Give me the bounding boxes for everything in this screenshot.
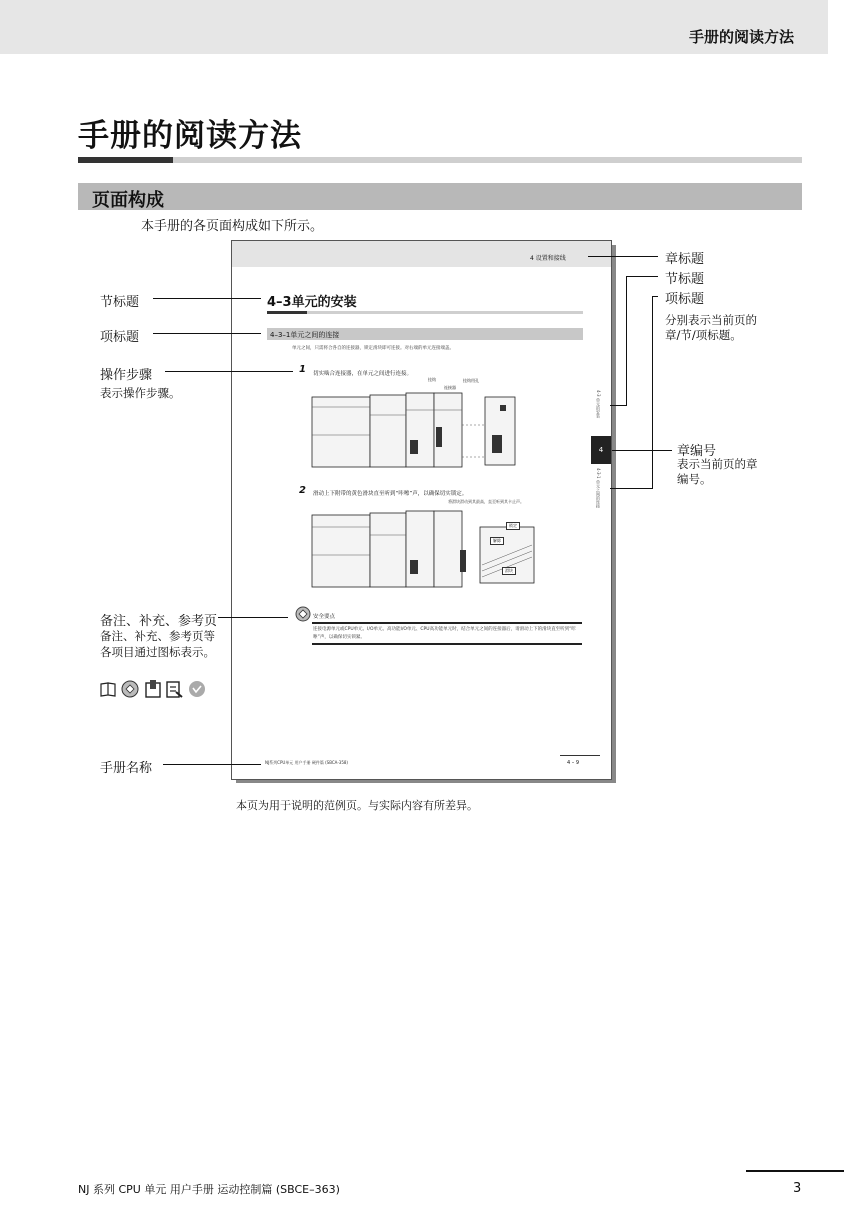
sample-item-title: 4–3–1单元之间的连接 xyxy=(270,331,340,339)
sample-section-title: 4–3单元的安装 xyxy=(267,295,357,310)
sample-note-title: 安全要点 xyxy=(313,614,336,620)
section-title: 页面构成 xyxy=(92,190,164,211)
label-chapter-number-desc-1: 表示当前页的章 xyxy=(677,457,758,471)
intro-text: 本手册的各页面构成如下所示。 xyxy=(141,219,324,234)
sample-vertical-item-label: 4-3-1 单元之间的连接 xyxy=(596,468,601,508)
precautions-icon xyxy=(122,681,138,697)
running-header-title: 手册的阅读方法 xyxy=(688,28,794,46)
additional-info-icon xyxy=(146,680,160,697)
sample-callout-connector: 连接器 xyxy=(444,385,456,390)
sample-step-2-text: 滑动上下附带的黄色滑块直至听到“咔嚓”声，以确保切实锁定。 xyxy=(313,491,468,497)
leader-chapter-number xyxy=(612,450,672,451)
sample-hardware-illustration-1 xyxy=(310,385,520,470)
page-title: 手册的阅读方法 xyxy=(78,118,302,154)
sample-note-text: 连接电源单元或CPU单元、I/O单元、高功能I/O单元、CPU高功能单元时，结合单元之间的连接器后，请滑动上下的滑块直至听到“咔嚓”声，以确保切实锁紧。 xyxy=(313,627,576,640)
label-procedure: 操作步骤 xyxy=(100,368,153,383)
label-chapter-title: 章标题 xyxy=(665,252,705,267)
sample-chapter-title: 4 设置和接线 xyxy=(530,255,566,262)
reference-page-icon xyxy=(167,682,182,697)
sample-callout-slider: 滑块 xyxy=(502,567,516,575)
sample-step-1-number: 1 xyxy=(299,364,306,375)
title-rule xyxy=(173,157,802,163)
label-item-title: 项标题 xyxy=(100,330,140,345)
leader-section-title-right-h xyxy=(626,276,658,277)
sample-section-rule-accent xyxy=(267,311,307,314)
leader-item-title-right-v xyxy=(652,296,653,488)
sample-callout-release: 解除 xyxy=(490,537,504,545)
leader-item-title xyxy=(153,333,261,334)
sample-callout-lock: 锁定 xyxy=(506,522,520,530)
sample-vertical-section-label: 4-3 单元的安装 xyxy=(596,390,601,418)
section-band xyxy=(78,183,802,210)
sample-step-2-subtext: 将滑块滑动到其最高，直至听到其卡止声。 xyxy=(448,499,524,504)
sample-callout-hook-hole: 挂钩用孔 xyxy=(463,378,479,383)
sample-step-2-number: 2 xyxy=(299,485,306,496)
sample-caption: 本页为用于说明的范例页。与实际内容有所差异。 xyxy=(236,799,478,812)
sample-footer-page: 4 – 9 xyxy=(567,760,580,766)
footer-manual-name: NJ 系列 CPU 单元 用户手册 运动控制篇 (SBCE–363) xyxy=(78,1183,340,1196)
label-procedure-desc: 表示操作步骤。 xyxy=(100,386,181,400)
label-manual-name: 手册名称 xyxy=(100,761,153,776)
version-info-icon xyxy=(189,681,205,697)
leader-chapter-title xyxy=(588,256,658,257)
book-reference-icon xyxy=(101,683,115,696)
title-rule-accent xyxy=(78,157,173,163)
footer-rule xyxy=(746,1170,844,1172)
sample-step-1-text: 切实啮合连接器，在单元之间进行连接。 xyxy=(313,371,413,377)
leader-item-title-right-end xyxy=(610,488,653,489)
sample-footer-rule xyxy=(560,755,600,756)
footer-page-number: 3 xyxy=(793,1181,802,1196)
leader-section-title xyxy=(153,298,261,299)
label-notes-desc-2: 各项目通过图标表示。 xyxy=(100,645,215,659)
sample-hardware-illustration-2 xyxy=(310,505,540,590)
sample-footer-manual: NJ系列CPU单元 用户手册 硬件篇 (SBCA-358) xyxy=(265,760,348,765)
label-section-title-right: 节标题 xyxy=(665,272,705,287)
sample-section-rule xyxy=(307,311,583,314)
label-right-desc-1: 分别表示当前页的 xyxy=(665,313,757,327)
label-notes: 备注、补充、参考页 xyxy=(100,614,218,629)
sample-paragraph: 单元之间，只需将合各自的连接器，锁定滑块即可连接。对右端的单元连接端盖。 xyxy=(292,346,454,351)
leader-section-title-right-end xyxy=(610,405,627,406)
icons-legend-row xyxy=(100,680,210,698)
sample-note-rule-top xyxy=(312,622,582,624)
leader-manual-name xyxy=(163,764,261,765)
label-item-title-right: 项标题 xyxy=(665,292,705,307)
leader-section-title-right-v xyxy=(626,276,627,405)
leader-notes xyxy=(218,617,288,618)
leader-procedure xyxy=(165,371,293,372)
label-chapter-number-desc-2: 编号。 xyxy=(677,472,712,486)
label-notes-desc-1: 备注、补充、参考页等 xyxy=(100,629,215,643)
sample-note-rule-bottom xyxy=(312,643,582,645)
sample-callout-hook: 挂钩 xyxy=(428,377,436,382)
label-right-desc-2: 章/节/项标题。 xyxy=(665,328,742,342)
label-section-title: 节标题 xyxy=(100,295,140,310)
sample-chapter-tab: 4 xyxy=(591,436,611,464)
label-chapter-number: 章编号 xyxy=(677,444,717,459)
precautions-icon xyxy=(295,606,311,622)
